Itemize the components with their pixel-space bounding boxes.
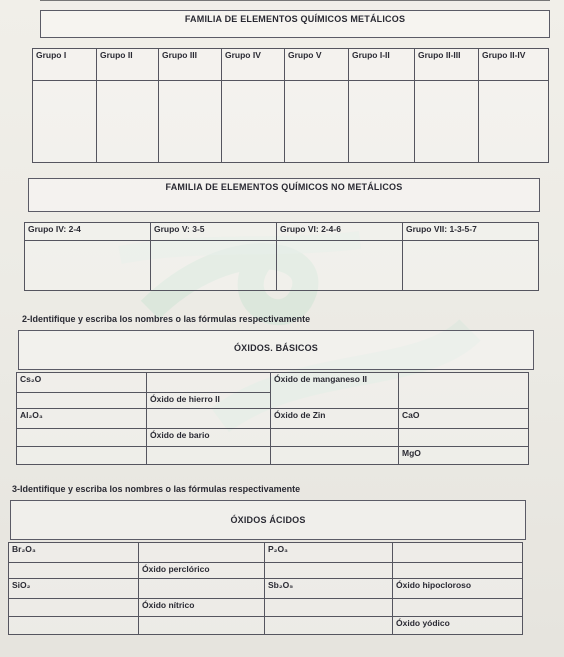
nonmetallic-header-cell: Grupo VI: 2-4-6 [277,223,403,241]
answer-cell[interactable] [393,543,523,563]
answer-cell[interactable] [9,617,139,635]
name-cell: Óxido hipocloroso [393,579,523,599]
basic-oxides-title: ÓXIDOS. BÁSICOS [18,330,534,370]
answer-cell[interactable] [139,579,265,599]
answer-cell[interactable] [393,599,523,617]
answer-cell[interactable] [265,617,393,635]
answer-cell[interactable] [222,81,285,163]
metallic-header-cell: Grupo I [33,49,97,81]
acid-oxides-title: ÓXIDOS ÁCIDOS [10,500,526,540]
metallic-header-cell: Grupo III [159,49,222,81]
name-cell: Óxido yódico [393,617,523,635]
table-row [17,429,529,447]
formula-cell: Sb₂O₅ [265,579,393,599]
nonmetallic-header-cell: Grupo V: 3-5 [151,223,277,241]
metallic-header-cell: Grupo II-III [415,49,479,81]
answer-cell[interactable] [271,429,399,447]
answer-cell[interactable] [17,447,147,465]
answer-cell[interactable] [97,81,159,163]
acid-oxides-table [8,542,523,635]
basic-oxides-table [16,372,529,465]
table-row [17,447,529,465]
answer-cell[interactable] [285,81,349,163]
answer-cell[interactable] [139,617,265,635]
name-cell: Óxido perclórico [139,563,265,579]
nonmetallic-header-cell: Grupo IV: 2-4 [25,223,151,241]
metallic-answer-row [33,81,549,163]
answer-cell[interactable] [393,563,523,579]
answer-cell[interactable] [33,81,97,163]
formula-cell: SiO₂ [9,579,139,599]
formula-cell: P₂O₃ [265,543,393,563]
section3-instruction: 3-Identifique y escriba los nombres o las fórmulas respectivamente [12,484,301,494]
metallic-header-cell: Grupo IV [222,49,285,81]
metallic-header-row [33,49,549,81]
metallic-family-title: FAMILIA DE ELEMENTOS QUÍMICOS METÁLICOS [40,10,550,38]
metallic-header-cell: Grupo I-II [349,49,415,81]
formula-cell: CaO [399,409,529,429]
table-row [9,599,523,617]
answer-cell[interactable] [151,241,277,291]
answer-cell[interactable] [25,241,151,291]
answer-cell[interactable] [399,373,529,409]
metallic-header-cell: Grupo V [285,49,349,81]
answer-cell[interactable] [9,563,139,579]
formula-cell: Al₂O₃ [17,409,147,429]
answer-cell[interactable] [271,447,399,465]
nonmetallic-groups-table [24,222,539,291]
answer-cell[interactable] [479,81,549,163]
answer-cell[interactable] [159,81,222,163]
nonmetallic-answer-row [25,241,539,291]
top-border-line [40,0,550,5]
nonmetallic-header-cell: Grupo VII: 1-3-5-7 [403,223,539,241]
answer-cell[interactable] [265,563,393,579]
metallic-groups-table [32,48,549,163]
nonmetallic-family-title: FAMILIA DE ELEMENTOS QUÍMICOS NO METÁLICOS [28,178,540,212]
table-row [9,617,523,635]
name-cell: Óxido de Zin [271,409,399,429]
table-row [17,373,529,393]
metallic-header-cell: Grupo II-IV [479,49,549,81]
answer-cell[interactable] [17,393,147,409]
name-cell: Óxido de hierro II [147,393,271,409]
answer-cell[interactable] [139,543,265,563]
table-row [9,563,523,579]
name-cell: Óxido nítrico [139,599,265,617]
answer-cell[interactable] [399,429,529,447]
answer-cell[interactable] [349,81,415,163]
answer-cell[interactable] [147,447,271,465]
name-cell: Óxido de bario [147,429,271,447]
section2-instruction: 2-Identifique y escriba los nombres o las fórmulas respectivamente [22,314,311,324]
table-row [9,543,523,563]
formula-cell: Br₂O₃ [9,543,139,563]
name-cell: Óxido de manganeso II [271,373,399,409]
answer-cell[interactable] [17,429,147,447]
answer-cell[interactable] [415,81,479,163]
table-row [17,409,529,429]
formula-cell: MgO [399,447,529,465]
formula-cell: Cs₂O [17,373,147,393]
metallic-header-cell: Grupo II [97,49,159,81]
answer-cell[interactable] [147,409,271,429]
answer-cell[interactable] [277,241,403,291]
answer-cell[interactable] [403,241,539,291]
answer-cell[interactable] [265,599,393,617]
answer-cell[interactable] [147,373,271,393]
answer-cell[interactable] [9,599,139,617]
table-row [9,579,523,599]
nonmetallic-header-row [25,223,539,241]
